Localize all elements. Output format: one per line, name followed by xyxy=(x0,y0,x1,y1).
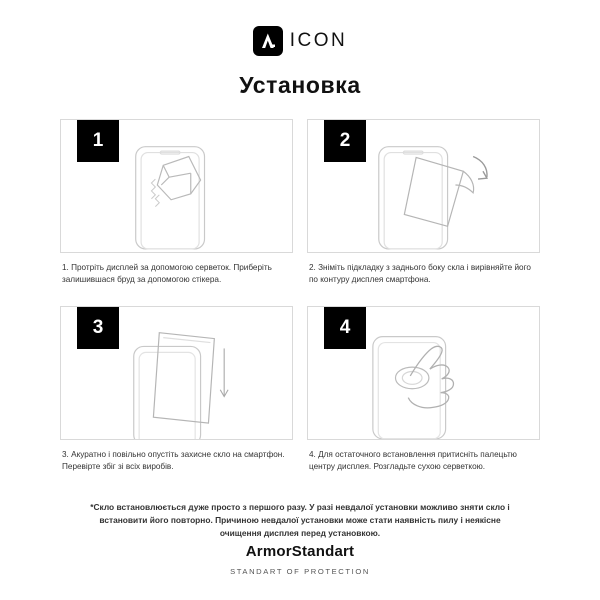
step-1-illustration-panel xyxy=(60,119,293,253)
step-2-number: 2 xyxy=(324,120,366,162)
step-1-number: 1 xyxy=(77,120,119,162)
step-4-caption: 4. Для остаточного встановлення притисніть палецьтю центру дисплея. Розгладьте сухою серветкою. xyxy=(309,450,517,471)
step-1 xyxy=(60,119,293,302)
footer-logo: ArmorStandart xyxy=(245,543,355,560)
footer-tagline: STANDART OF PROTECTION xyxy=(230,567,370,576)
step-1-caption: 1. Протріть дисплей за допомогою серветок. Приберіть залишившася бруд за допомогою стікера. xyxy=(62,263,272,284)
brand-header xyxy=(253,26,348,56)
step-2-caption: 2. Зніміть підкладку з заднього боку скла і вирівняйте його по контуру дисплея смартфона. xyxy=(309,263,531,284)
brand-word: ICON xyxy=(289,30,348,51)
step-3-number: 3 xyxy=(77,307,119,349)
armor-a-icon xyxy=(253,26,283,56)
step-2 xyxy=(307,119,540,302)
step-4-illustration-panel xyxy=(307,306,540,440)
steps-grid xyxy=(60,119,540,489)
step-3-illustration-panel xyxy=(60,306,293,440)
footnote: *Скло встановлюється дуже просто з першого разу. У разі невдалої установки можливо зняти скло і встановити його повторно. Причиною невдалої установки може стати наявність пилу і неякісне очищення дисплея перед установкою. xyxy=(90,502,510,539)
page-title: Установка xyxy=(239,72,361,98)
step-4 xyxy=(307,306,540,489)
footer xyxy=(0,543,600,576)
step-4-number: 4 xyxy=(324,307,366,349)
step-2-illustration-panel xyxy=(307,119,540,253)
step-3 xyxy=(60,306,293,489)
step-3-caption: 3. Акуратно і повільно опустіть захисне скло на смартфон. Перевірте збіг зі всіх виробів. xyxy=(62,450,285,471)
